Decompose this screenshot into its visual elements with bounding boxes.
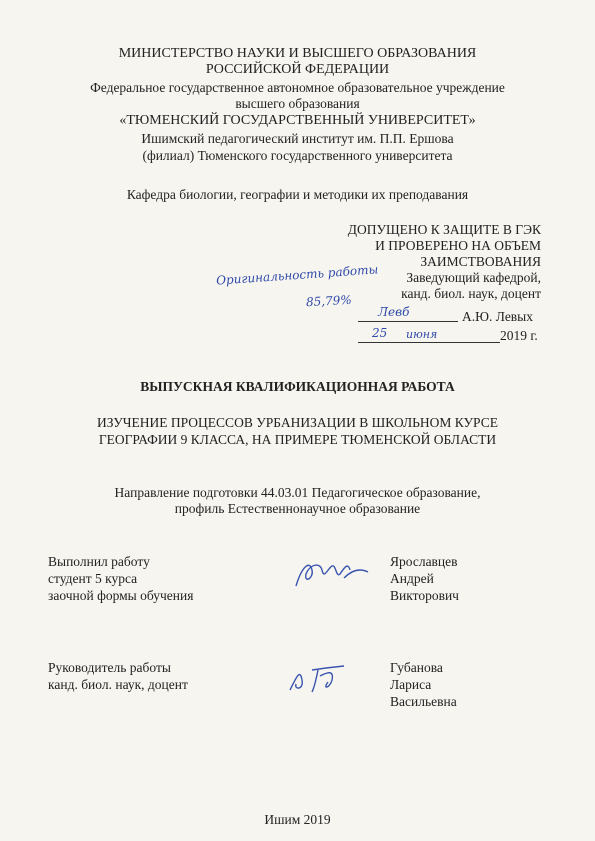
author-first-name: Андрей: [390, 571, 434, 586]
approval-block: [300, 222, 541, 302]
author-label-2: студент 5 курса: [48, 571, 138, 586]
institute-name: Ишимский педагогический институт им. П.П. Ершова: [141, 131, 454, 146]
approval-date-month: июня: [406, 328, 438, 341]
branch-name: (филиал) Тюменского государственного университета: [142, 148, 453, 163]
institution-type-line: Федеральное государственное автономное образовательное учреждение: [90, 80, 505, 95]
date-line: [358, 342, 500, 343]
supervisor-label-2: канд. биол. наук, доцент: [48, 677, 188, 692]
supervisor-label-1: Руководитель работы: [48, 660, 171, 675]
department-name: Кафедра биологии, географии и методики их преподавания: [126, 187, 469, 202]
direction-line-1: Направление подготовки 44.03.01 Педагогическое образование,: [114, 485, 481, 500]
originality-label: Оригинальность работы: [215, 262, 379, 288]
approval-line-3: ЗАИМСТВОВАНИЯ: [420, 254, 541, 269]
supervisor-surname: Губанова: [390, 660, 443, 675]
supervisor-signature-icon: [282, 660, 352, 696]
university-name: «ТЮМЕНСКИЙ ГОСУДАРСТВЕННЫЙ УНИВЕРСИТЕТ»: [119, 113, 476, 128]
originality-value: 85,79%: [305, 292, 353, 310]
head-role-line-2: канд. биол. наук, доцент: [401, 286, 541, 301]
head-name: А.Ю. Левых: [462, 309, 534, 324]
head-signature: Левб: [378, 305, 410, 319]
direction-line-2: профиль Естественнонаучное образование: [174, 501, 421, 516]
ministry-line-2: РОССИЙСКОЙ ФЕДЕРАЦИИ: [205, 62, 390, 77]
author-patronymic: Викторович: [390, 588, 459, 603]
topic-line-1: ИЗУЧЕНИЕ ПРОЦЕССОВ УРБАНИЗАЦИИ В ШКОЛЬНОМ КУРСЕ: [97, 415, 498, 430]
city-year: Ишим 2019: [264, 812, 331, 827]
author-signature-icon: [292, 556, 372, 592]
education-level-line: высшего образования: [235, 96, 360, 111]
supervisor-patronymic: Васильевна: [390, 694, 457, 709]
topic-line-2: ГЕОГРАФИИ 9 КЛАССА, НА ПРИМЕРЕ ТЮМЕНСКОЙ ОБЛАСТИ: [98, 432, 497, 447]
author-surname: Ярославцев: [390, 554, 458, 569]
supervisor-first-name: Лариса: [390, 677, 432, 692]
author-label-3: заочной формы обучения: [48, 588, 194, 603]
head-role-line-1: Заведующий кафедрой,: [406, 270, 541, 285]
ministry-line-1: МИНИСТЕРСТВО НАУКИ И ВЫСШЕГО ОБРАЗОВАНИЯ: [118, 46, 477, 61]
approval-date-day: 25: [372, 326, 388, 340]
work-type: ВЫПУСКНАЯ КВАЛИФИКАЦИОННАЯ РАБОТА: [140, 379, 455, 394]
head-signature-line: [358, 321, 458, 322]
approval-line-2: И ПРОВЕРЕНО НА ОБЪЕМ: [375, 238, 541, 253]
approval-year: 2019 г.: [500, 328, 538, 343]
approval-line-1: ДОПУЩЕНО К ЗАЩИТЕ В ГЭК: [347, 222, 541, 237]
author-label-1: Выполнил работу: [48, 554, 150, 569]
